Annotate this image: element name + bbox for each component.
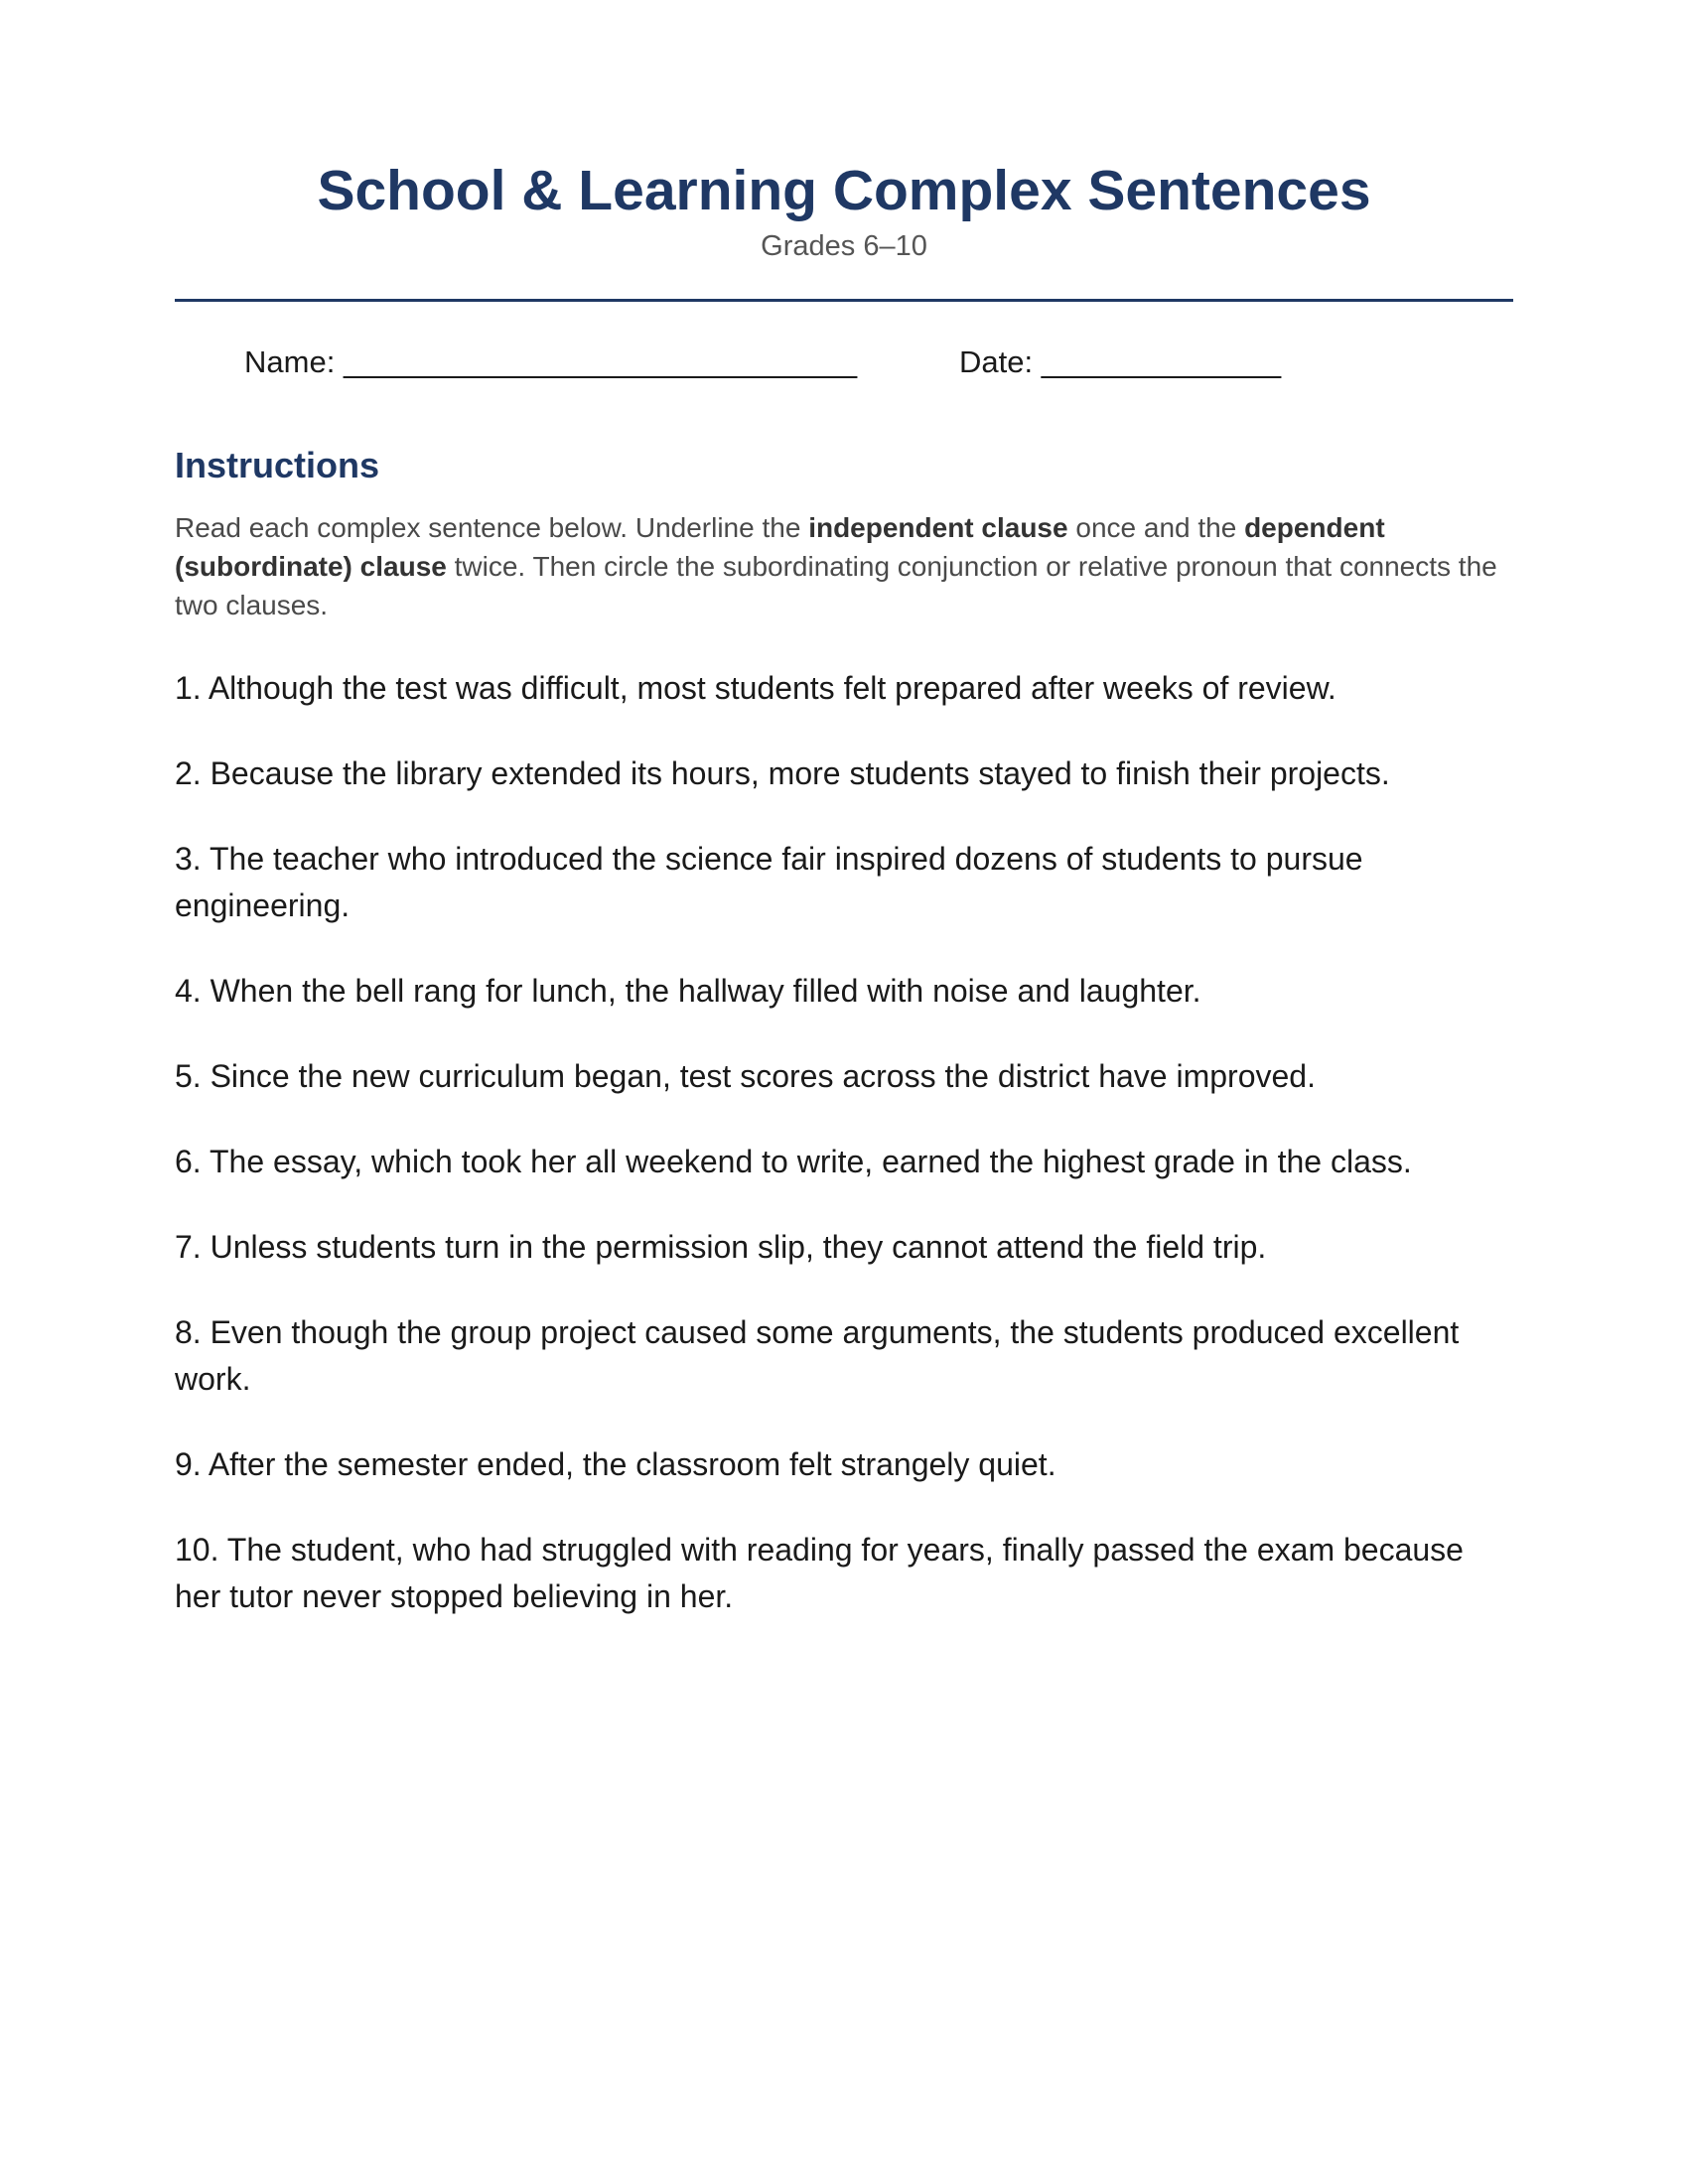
instructions-text-part-2: once and the — [1067, 512, 1245, 543]
header-divider — [175, 299, 1513, 302]
question-item-4: 4. When the bell rang for lunch, the hallway filled with noise and laughter. — [175, 973, 1201, 1009]
question-item-7: 7. Unless students turn in the permission slip, they cannot attend the field trip. — [175, 1229, 1267, 1265]
page-title: School & Learning Complex Sentences — [317, 159, 1371, 222]
instructions-text — [175, 508, 1513, 624]
question-item-10: 10. The student, who had struggled with reading for years, finally passed the exam because her tutor never stopped believing in her. — [175, 1532, 1464, 1614]
instructions-heading: Instructions — [175, 445, 380, 485]
question-list — [175, 665, 1513, 1659]
instructions-text-part-1: Read each complex sentence below. Underline the — [175, 512, 809, 543]
question-item-8: 8. Even though the group project caused some arguments, the students produced excellent work. — [175, 1314, 1460, 1397]
date-blank-line[interactable]: ______________ — [1041, 344, 1282, 379]
dependent-clause-term: dependent (subordinate) clause — [175, 512, 1385, 582]
instructions-text-part-3: twice. Then circle the subordinating conjunction or relative pronoun that connects the two clauses. — [175, 551, 1497, 620]
question-item-6: 6. The essay, which took her all weekend to write, earned the highest grade in the class. — [175, 1144, 1412, 1179]
date-label: Date: — [959, 344, 1034, 379]
question-item-1: 1. Although the test was difficult, most students felt prepared after weeks of review. — [175, 670, 1336, 706]
name-blank-line[interactable]: ______________________________ — [343, 344, 858, 379]
question-item-9: 9. After the semester ended, the classroom felt strangely quiet. — [175, 1446, 1056, 1482]
name-label: Name: — [244, 344, 336, 379]
question-item-2: 2. Because the library extended its hours, more students stayed to finish their projects. — [175, 755, 1390, 791]
grade-level-subtitle: Grades 6–10 — [761, 230, 927, 262]
question-item-5: 5. Since the new curriculum began, test scores across the district have improved. — [175, 1058, 1316, 1094]
independent-clause-term: independent clause — [808, 512, 1068, 543]
date-field[interactable] — [959, 344, 1281, 380]
question-item-3: 3. The teacher who introduced the science fair inspired dozens of students to pursue engineering. — [175, 841, 1363, 923]
name-field[interactable] — [244, 344, 857, 380]
